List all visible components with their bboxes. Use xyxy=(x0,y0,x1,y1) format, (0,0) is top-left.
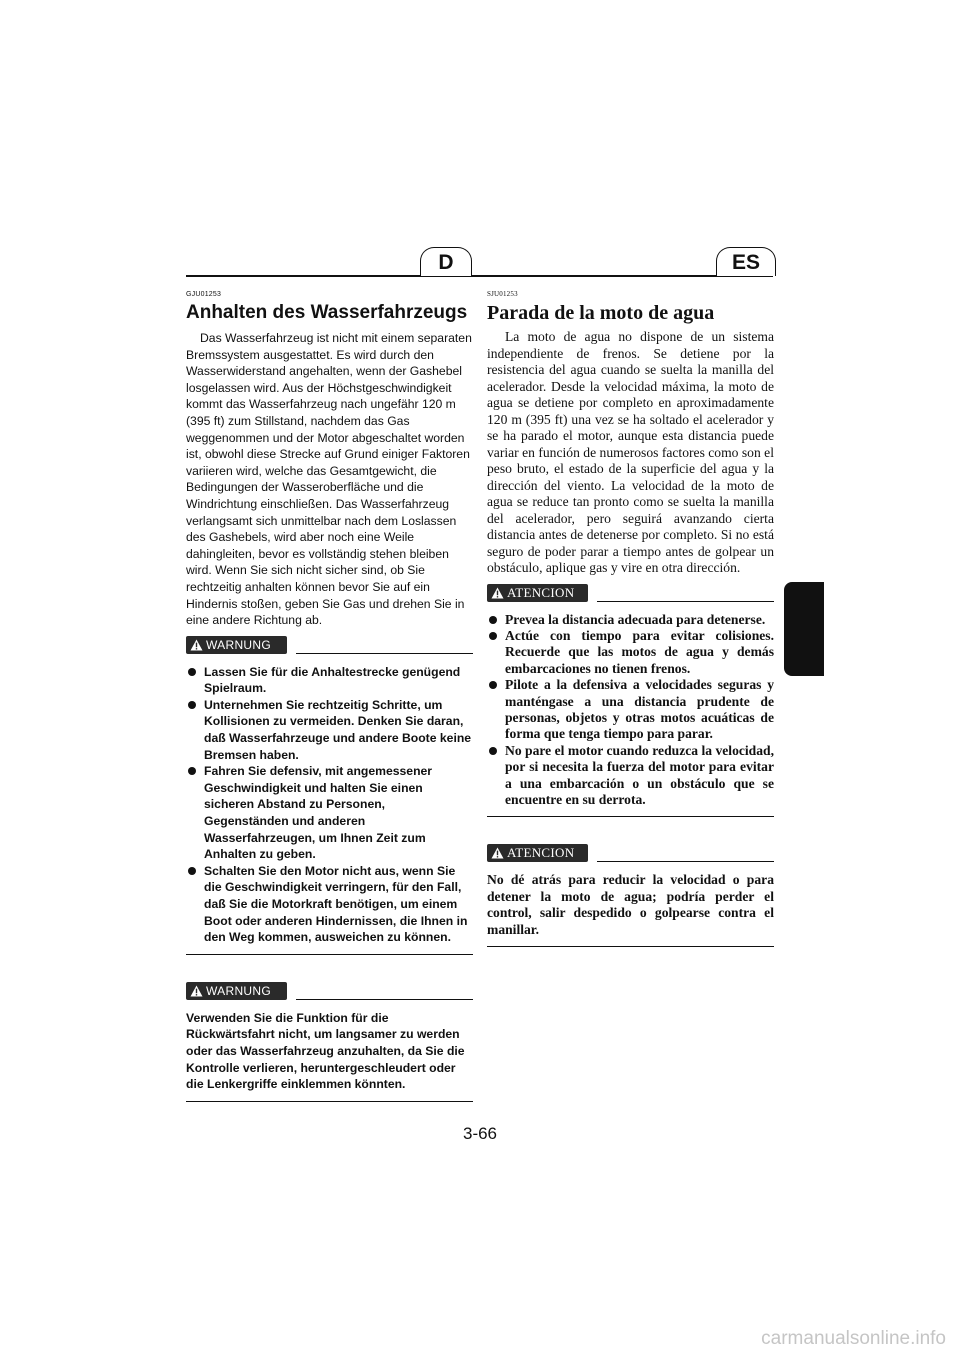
section-title: Anhalten des Wasserfahrzeugs xyxy=(186,302,468,323)
warning-triangle-icon xyxy=(491,847,504,859)
list-item-text: Fahren Sie defensiv, mit angemessener Geschwindigkeit und halten Sie einen sicheren Abstand zu Personen, Gegenständen und anderen Wasserfahrzeugen, um Ihnen Zeit zum Anhalten zu geben. xyxy=(204,764,433,862)
list-item-text: Unternehmen Sie rechtzeitig Schritte, um Kollisionen zu vermeiden. Denken Sie daran, daß Wasserfahrzeuge und andere Boote keine Bremsen haben. xyxy=(204,697,472,762)
section-title: Parada de la moto de agua xyxy=(487,302,715,324)
warning-label-text: WARNUNG xyxy=(206,637,271,652)
warning-header xyxy=(186,982,473,1002)
watermark: carmanualsonline.info xyxy=(761,1328,946,1349)
bullet-icon xyxy=(188,668,196,676)
spanish-column xyxy=(487,290,774,947)
list-item xyxy=(487,677,774,743)
warning-end-rule xyxy=(186,1101,473,1102)
warning-header xyxy=(487,844,774,864)
warning-rule xyxy=(597,601,774,602)
list-item xyxy=(487,743,774,809)
warning-triangle-icon xyxy=(491,587,504,599)
warning-triangle-icon xyxy=(190,639,203,651)
bullet-icon xyxy=(489,616,497,624)
bullet-icon xyxy=(489,632,497,640)
section-code: GJU01253 xyxy=(186,291,222,298)
page-number: 3-66 xyxy=(462,1124,498,1143)
warning-header xyxy=(186,636,473,656)
list-item-text: No pare el motor cuando reduzca la velocidad, por si necesita la fuerza del motor para evitar a una embarcación o un obstáculo que se encuentre en su derrota. xyxy=(505,742,774,807)
german-column xyxy=(186,290,473,1102)
warning-label-text: ATENCION xyxy=(507,584,575,600)
body-paragraph: La moto de agua no dispone de un sistema independiente de frenos. Se detiene por la resistencia del agua cuando se suelta la manilla del acelerador. Desde la velocidad máxima, la moto de agua se detiene por completo en aproximadamente 120 m (395 ft) una vez se ha soltado el acelerador y se ha parado el motor, aunque esta distancia puede variar en función de numerosos factores como son el peso bruto, el estado de la superficie del agua y la dirección del viento. La velocidad de la moto de agua se reduce tan pronto como se suelta la manilla del acelerador, pero seguirá avanzando cierta distancia antes de detenerse por completo. Si no está seguro de poder parar a tiempo antes de golpear un obstáculo, aplique gas y vire en otra dirección. xyxy=(487,329,774,575)
warning-text: No dé atrás para reducir la velocidad o para detener la moto de agua; podría perder el control, salir despedido o golpearse contra el manillar. xyxy=(487,872,774,937)
list-item xyxy=(487,612,774,628)
warning-label-text: ATENCION xyxy=(507,845,575,861)
warning-rule xyxy=(296,999,473,1000)
language-badge-spanish: ES xyxy=(716,247,776,276)
warning-rule xyxy=(296,653,473,654)
warning-label-text: WARNUNG xyxy=(206,983,271,998)
warning-label xyxy=(487,584,588,602)
warning-list xyxy=(186,664,473,946)
warning-label xyxy=(487,844,588,862)
warning-triangle-icon xyxy=(190,985,203,997)
section-code: SJU01253 xyxy=(487,290,518,298)
bullet-icon xyxy=(188,867,196,875)
list-item xyxy=(487,628,774,677)
list-item-text: Actúe con tiempo para evitar colisiones. Recuerde que las motos de agua y demás embarcaciones no tienen frenos. xyxy=(505,627,774,676)
warning-end-rule xyxy=(487,946,774,947)
header-rule xyxy=(186,275,773,277)
bullet-icon xyxy=(188,701,196,709)
list-item-text: Schalten Sie den Motor nicht aus, wenn Sie die Geschwindigkeit verringern, für den Fall, daß Sie die Motorkraft benötigen, um einem Boot oder anderen Hindernissen, die Ihnen in den Weg kommen, ausweichen zu können. xyxy=(204,863,468,945)
warning-header xyxy=(487,584,774,604)
warning-rule xyxy=(597,861,774,862)
bullet-icon xyxy=(489,681,497,689)
list-item xyxy=(186,863,473,946)
list-item-text: Pilote a la defensiva a velocidades seguras y manténgase a una distancia prudente de personas, objetos y otras motos acuáticas de forma que tenga tiempo para parar. xyxy=(505,677,774,742)
list-item xyxy=(186,763,473,863)
body-paragraph: Das Wasserfahrzeug ist nicht mit einem separaten Bremssystem ausgestattet. Es wird durch den Wasserwiderstand angehalten, wenn der Gashebel losgelassen wird. Aus der Höchstgeschwindigkeit kommt das Wasserfahrzeug nach ungefähr 120 m (395 ft) zum Stillstand, nachdem das Gas weggenommen und der Motor abgeschaltet worden ist, obwohl diese Strecke auf Grund einiger Faktoren variieren wird, welche das Gesamtgewicht, die Bedingungen der Wasseroberfläche und die Windrichtung einschließen. Das Wasserfahrzeug verlangsamt sich unmittelbar nach dem Loslassen des Gashebels, wird aber noch eine Weile dahingleiten, bevor es vollständig stehen bleiben wird. Wenn Sie sich nicht sicher sind, ob Sie rechtzeitig anhalten können bevor Sie auf ein Hindernis stoßen, geben Sie Gas und drehen Sie in eine andere Richtung ab. xyxy=(186,331,472,628)
list-item-text: Prevea la distancia adecuada para detenerse. xyxy=(505,611,766,627)
language-badge-german: D xyxy=(420,247,472,276)
warning-label xyxy=(186,636,287,654)
list-item xyxy=(186,664,473,697)
bullet-icon xyxy=(188,767,196,775)
warning-list xyxy=(487,612,774,809)
warning-label xyxy=(186,982,287,1000)
bullet-icon xyxy=(489,747,497,755)
warning-text: Verwenden Sie die Funktion für die Rückwärtsfahrt nicht, um langsamer zu werden oder das Wasserfahrzeug anzuhalten, da Sie die Kontrolle verlieren, heruntergeschleudert oder die Lenkergriffe einklemmen könnten. xyxy=(186,1010,465,1092)
chapter-side-tab xyxy=(784,582,824,676)
list-item-text: Lassen Sie für die Anhaltestrecke genügend Spielraum. xyxy=(204,664,461,696)
list-item xyxy=(186,697,473,763)
